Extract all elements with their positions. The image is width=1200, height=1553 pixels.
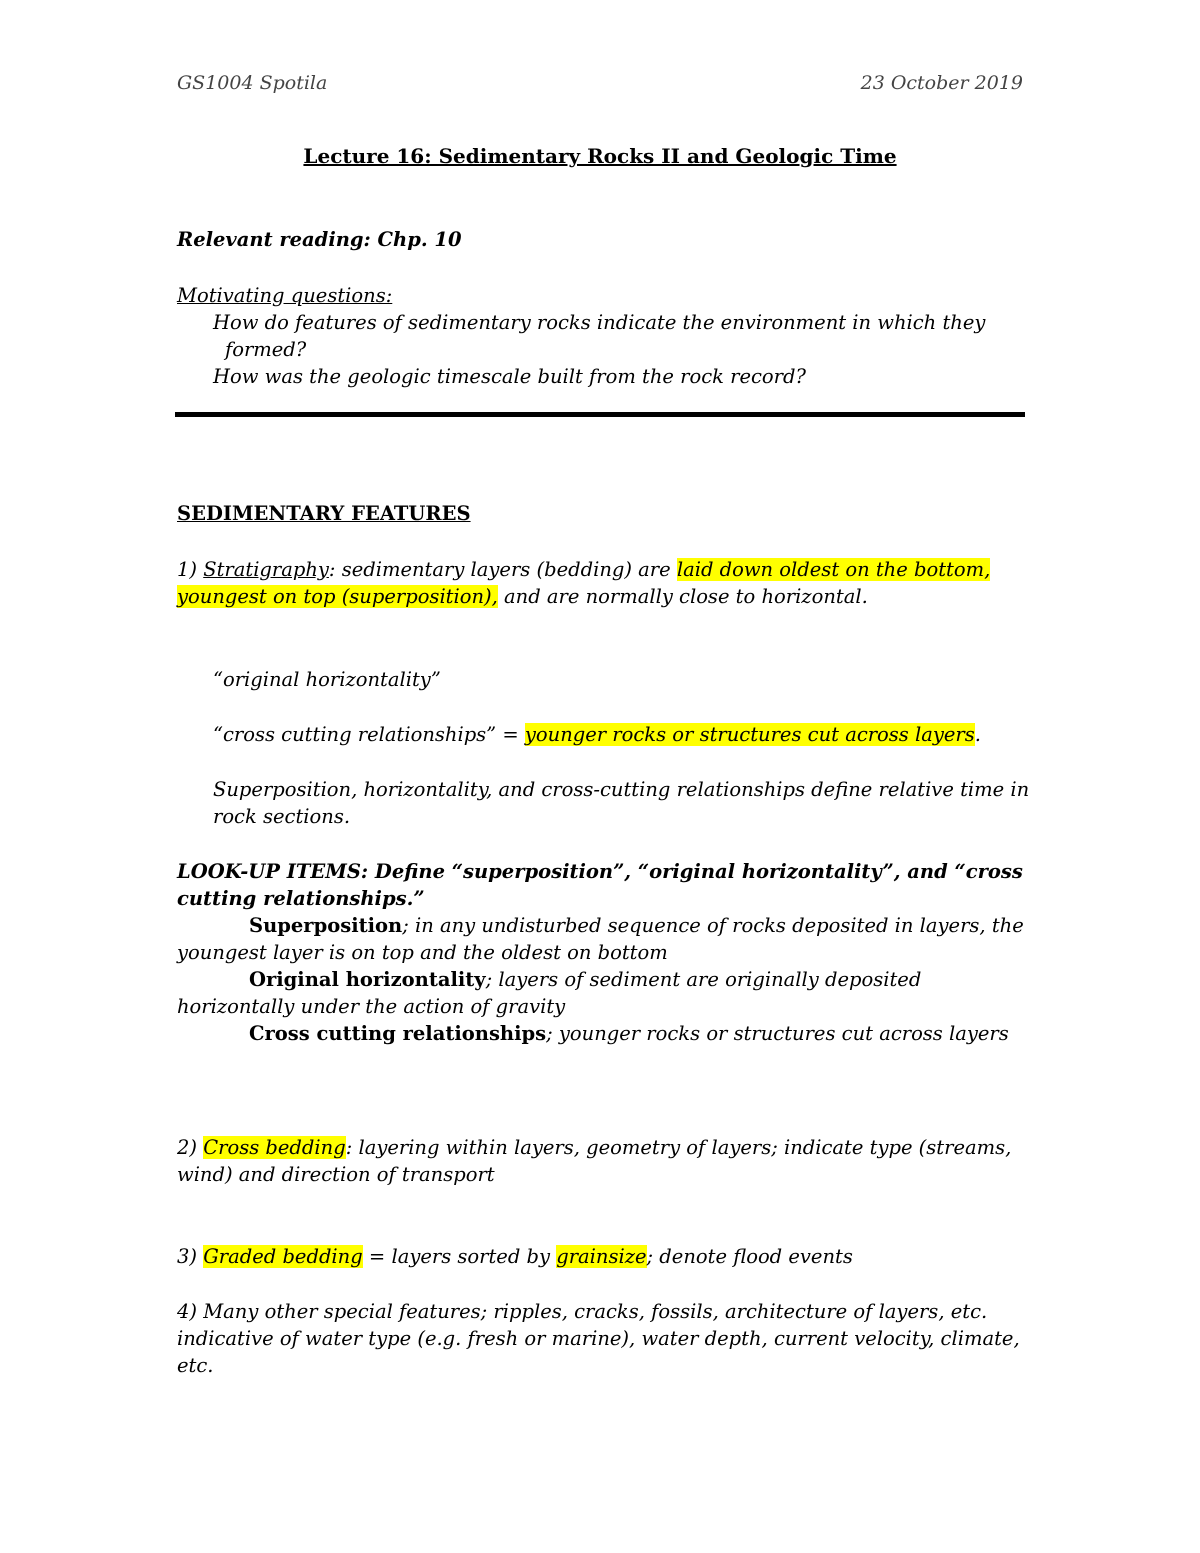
motivating-label: Motivating questions: bbox=[177, 284, 393, 307]
highlight: laid down oldest on the bottom, bbox=[676, 558, 991, 581]
lookup-heading-cont: cutting relationships.” bbox=[177, 887, 425, 910]
item-stratigraphy bbox=[177, 556, 1027, 610]
item-text: “cross cutting relationships” = bbox=[213, 723, 525, 746]
item-text: and are normally close to horizontal. bbox=[497, 585, 868, 608]
item-text: 4) Many other special features; ripples, cracks, fossils, architecture of layers, etc. bbox=[177, 1300, 988, 1323]
header-date: 23 October 2019 bbox=[860, 72, 1023, 94]
definition: youngest layer is on top and the oldest on bottom bbox=[177, 941, 668, 964]
definition: horizontally under the action of gravity bbox=[177, 995, 566, 1018]
item-number: 1) bbox=[177, 558, 204, 581]
item-cross-bedding bbox=[177, 1134, 1027, 1188]
definition: ; in any undisturbed sequence of rocks deposited in layers, the bbox=[402, 914, 1024, 937]
header-course: GS1004 Spotila bbox=[177, 72, 328, 94]
lookup-items bbox=[177, 858, 1027, 1047]
note-line: rock sections. bbox=[213, 805, 351, 828]
definition: ; layers of sediment are originally deposited bbox=[485, 968, 922, 991]
item-text: = layers sorted by bbox=[362, 1245, 557, 1268]
term-original-horizontality: Original horizontality bbox=[249, 968, 486, 991]
highlight: youngest on top (superposition), bbox=[177, 585, 498, 608]
highlight: Graded bedding bbox=[203, 1245, 363, 1268]
item-text: wind) and direction of transport bbox=[177, 1163, 495, 1186]
item-text: : sedimentary layers (bedding) are bbox=[328, 558, 677, 581]
cross-cutting-line bbox=[177, 721, 1063, 748]
question-1: How do features of sedimentary rocks indicate the environment in which they bbox=[213, 311, 986, 334]
relative-time-note bbox=[177, 776, 1063, 830]
motivating-questions bbox=[177, 282, 1027, 390]
item-text: ; denote flood events bbox=[646, 1245, 853, 1268]
original-horizontality: “original horizontality” bbox=[213, 668, 441, 691]
term-superposition: Superposition bbox=[249, 914, 403, 937]
lecture-title: Lecture 16: Sedimentary Rocks II and Geologic Time bbox=[303, 144, 897, 168]
item-number: 3) bbox=[177, 1245, 204, 1268]
item-text: indicative of water type (e.g. fresh or marine), water depth, current velocity, climate, bbox=[177, 1327, 1020, 1350]
item-text: . bbox=[974, 723, 981, 746]
question-2: How was the geologic timescale built from the rock record? bbox=[213, 365, 806, 388]
highlight: grainsize bbox=[556, 1245, 647, 1268]
lookup-heading: LOOK-UP ITEMS: Define “superposition”, “original horizontality”, and “cross bbox=[177, 860, 1023, 883]
term-cross-cutting: Cross cutting relationships bbox=[249, 1022, 547, 1045]
note-line: Superposition, horizontality, and cross-cutting relationships define relative time in bbox=[213, 778, 1030, 801]
question-1-cont: formed? bbox=[225, 338, 307, 361]
definition: ; younger rocks or structures cut across layers bbox=[546, 1022, 1009, 1045]
item-text: : layering within layers, geometry of layers; indicate type (streams, bbox=[345, 1136, 1012, 1159]
highlight: Cross bedding bbox=[203, 1136, 346, 1159]
item-graded-bedding bbox=[177, 1243, 1027, 1270]
relevant-reading: Relevant reading: Chp. 10 bbox=[177, 228, 462, 251]
item-number: 2) bbox=[177, 1136, 204, 1159]
section-heading: SEDIMENTARY FEATURES bbox=[177, 502, 471, 525]
highlight: younger rocks or structures cut across layers bbox=[524, 723, 975, 746]
section-divider bbox=[175, 412, 1025, 417]
item-other-features bbox=[177, 1298, 1027, 1379]
item-text: etc. bbox=[177, 1354, 214, 1377]
term-stratigraphy: Stratigraphy bbox=[203, 558, 329, 581]
